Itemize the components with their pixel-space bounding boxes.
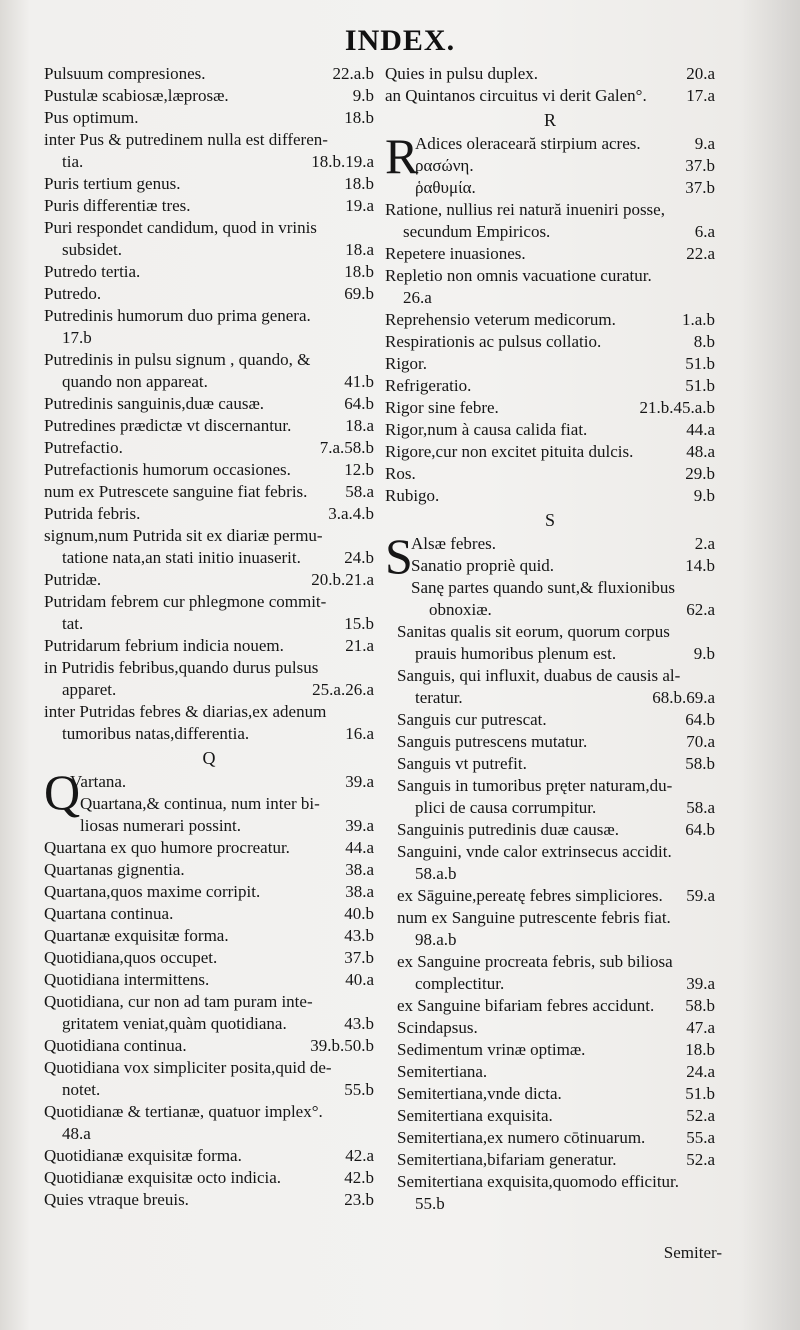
entry-continuation: tia.	[62, 152, 84, 171]
entry-text: Pustulæ scabiosæ,læprosæ.	[44, 86, 229, 105]
index-entry	[385, 1017, 715, 1039]
entries-q	[44, 837, 374, 1211]
entry-page-ref: 64.b	[685, 820, 715, 839]
index-entry	[385, 1061, 715, 1083]
index-entry	[385, 709, 715, 731]
entry-continuation: 58.a.b	[415, 864, 457, 883]
index-entry	[44, 459, 374, 481]
entry-text: num ex Sanguine putrescente febris fiat.	[397, 908, 671, 927]
entry-text: Rigore,cur non excitet pituita dulcis.	[385, 442, 634, 461]
entry-text: Repetere inuasiones.	[385, 244, 526, 263]
entry-page-ref: 55.b	[344, 1080, 374, 1099]
entry-continuation: apparet.	[62, 680, 117, 699]
entry-text: ex Sanguine bifariam febres accidunt.	[397, 996, 655, 1015]
entry-page-ref: 51.b	[685, 376, 715, 395]
entry-text: Sedimentum vrinæ optimæ.	[397, 1040, 586, 1059]
entry-page-ref: 18.b	[344, 174, 374, 193]
entry-text: Rigor,num à causa calida fiat.	[385, 420, 588, 439]
entry-text: Refrigeratio.	[385, 376, 472, 395]
entry-page-ref: 64.b	[685, 710, 715, 729]
entry-page-ref: 52.a	[686, 1150, 715, 1169]
section-r-dropcap-block	[385, 128, 715, 199]
section-s-dropcap-block	[385, 528, 715, 621]
entry-text: Quartana continua.	[44, 904, 174, 923]
entry-page-ref: 20.a	[686, 64, 715, 83]
entry-continuation: 48.a	[62, 1124, 91, 1143]
entry-page-ref: 44.a	[686, 420, 715, 439]
index-entry	[44, 569, 374, 591]
entry-text: Putrida febris.	[44, 504, 141, 523]
entry-continuation: teratur.	[415, 688, 463, 707]
entry-page-ref: 58.b	[685, 996, 715, 1015]
entry-text: Putridarum febrium indicia nouem.	[44, 636, 284, 655]
entry-continuation: liosas numerari possint.	[80, 816, 242, 835]
index-entry	[385, 885, 715, 907]
index-entry	[385, 463, 715, 485]
entry-text: Rigor sine febre.	[385, 398, 499, 417]
entry-continuation: 98.a.b	[415, 930, 457, 949]
entry-text: Putridam febrem cur phlegmone commit-	[44, 592, 327, 611]
index-entry	[385, 353, 715, 375]
entry-continuation: plici de causa corrumpitur.	[415, 798, 597, 817]
entry-page-ref: 9.b	[693, 486, 715, 505]
entry-text: Putredo tertia.	[44, 262, 141, 281]
entry-text: Putredinis humorum duo prima genera.	[44, 306, 311, 325]
entry-page-ref: 58.b	[685, 754, 715, 773]
entry-page-ref: 18.b.19.a	[311, 152, 374, 171]
entry-text: Pulsuum compresiones.	[44, 64, 206, 83]
section-letter-s: S	[544, 510, 555, 530]
index-entry	[385, 133, 715, 155]
index-entry	[44, 85, 374, 107]
entry-text: Quies in pulsu duplex.	[385, 64, 538, 83]
entry-page-ref: 24.b	[344, 548, 374, 567]
entry-continuation: obnoxiæ.	[429, 600, 492, 619]
entry-text: Quartana ex quo humore procreatur.	[44, 838, 290, 857]
index-entry	[44, 437, 374, 459]
entries-r	[385, 199, 715, 507]
entry-page-ref: 59.a	[686, 886, 715, 905]
entry-page-ref: 16.a	[345, 724, 374, 743]
entry-text: Respirationis ac pulsus collatio.	[385, 332, 602, 351]
entry-page-ref: 47.a	[686, 1018, 715, 1037]
entry-text: Quartanas gignentia.	[44, 860, 185, 879]
index-entry	[44, 859, 374, 881]
page-title: INDEX.	[344, 24, 456, 57]
entry-text: ρασώνη.	[415, 156, 474, 175]
entry-text: Sanguis putrescens mutatur.	[397, 732, 588, 751]
entries-s-first	[385, 528, 715, 621]
entry-text: Putrefactio.	[44, 438, 123, 457]
entry-text: Sanatio propriè quid.	[411, 556, 555, 575]
entry-continuation: 17.b	[62, 328, 92, 347]
index-entry	[44, 657, 374, 701]
entry-text: inter Putridas febres & diarias,ex adenum	[44, 702, 327, 721]
entry-page-ref: 68.b.69.a	[652, 688, 715, 707]
index-entry	[385, 1105, 715, 1127]
index-entry	[385, 995, 715, 1017]
entry-text: Semitertiana,bifariam generatur.	[397, 1150, 617, 1169]
index-entry	[44, 173, 374, 195]
entry-text: signum,num Putrida sit ex diariæ permu-	[44, 526, 323, 545]
index-entry	[385, 819, 715, 841]
index-entry	[385, 63, 715, 85]
entry-page-ref: 58.a	[345, 482, 374, 501]
entry-text: Sanguis vt putrefit.	[397, 754, 527, 773]
entry-page-ref: 9.a	[694, 134, 715, 153]
entry-text: Quotidiana intermittens.	[44, 970, 210, 989]
index-entry	[44, 591, 374, 635]
entry-page-ref: 20.b.21.a	[311, 570, 374, 589]
index-entry	[44, 349, 374, 393]
entry-text: Sanguis cur putrescat.	[397, 710, 547, 729]
entry-text: Putridæ.	[44, 570, 102, 589]
index-entry	[385, 577, 715, 621]
index-entry	[44, 195, 374, 217]
index-entry	[385, 397, 715, 419]
entry-text: Sanę partes quando sunt,& fluxionibus	[411, 578, 675, 597]
entry-page-ref: 39.a	[345, 816, 374, 835]
entry-text: Puri respondet candidum, quod in vrinis	[44, 218, 317, 237]
index-entry	[385, 155, 715, 177]
entry-page-ref: 55.a	[686, 1128, 715, 1147]
index-entry	[385, 753, 715, 775]
entry-page-ref: 18.b	[685, 1040, 715, 1059]
page-gutter-shadow	[740, 0, 800, 1330]
entry-continuation: prauis humoribus plenum est.	[415, 644, 617, 663]
entry-page-ref: 25.a.26.a	[312, 680, 374, 699]
entry-text: ex Sanguine procreata febris, sub biliosa	[397, 952, 673, 971]
index-entry	[385, 555, 715, 577]
index-entry	[385, 907, 715, 951]
entry-page-ref: 69.b	[344, 284, 374, 303]
entry-text: Adices oleraceară stirpium acres.	[415, 134, 641, 153]
index-entry	[385, 533, 715, 555]
entry-page-ref: 22.a	[686, 244, 715, 263]
entry-page-ref: 51.b	[685, 1084, 715, 1103]
entry-text: Semitertiana exquisita.	[397, 1106, 553, 1125]
index-entry	[385, 841, 715, 885]
entry-text: Rubigo.	[385, 486, 440, 505]
index-entry	[385, 309, 715, 331]
index-entry	[385, 1149, 715, 1171]
entry-text: Puris tertium genus.	[44, 174, 181, 193]
entry-page-ref: 58.a	[686, 798, 715, 817]
entry-page-ref: 24.a	[686, 1062, 715, 1081]
entries-r-first	[385, 128, 715, 199]
index-entry	[385, 1039, 715, 1061]
entry-page-ref: 19.a	[345, 196, 374, 215]
entry-continuation: tat.	[62, 614, 84, 633]
index-entry	[44, 1145, 374, 1167]
entry-continuation: tatione nata,an stati initio inuaserit.	[62, 548, 301, 567]
dropcap-s: S	[385, 528, 413, 584]
entry-text: Quotidiana continua.	[44, 1036, 187, 1055]
entries-s	[385, 621, 715, 1215]
entry-text: Putredinis in pulsu signum , quando, &	[44, 350, 311, 369]
entry-text: Quartana,& continua, num inter bi-	[80, 794, 320, 813]
index-column-right	[385, 63, 715, 1215]
entry-page-ref: 39.a	[686, 974, 715, 993]
dropcap-r: R	[385, 128, 419, 184]
index-entry	[44, 969, 374, 991]
index-entry	[44, 261, 374, 283]
entry-page-ref: 18.b	[344, 262, 374, 281]
index-entry	[385, 265, 715, 309]
index-entry	[44, 415, 374, 437]
entry-continuation: gritatem veniat,quàm quotidiana.	[62, 1014, 287, 1033]
entry-text: Ratione, nullius rei natură inueniri posse,	[385, 200, 665, 219]
entry-text: Pus optimum.	[44, 108, 139, 127]
index-entry	[385, 951, 715, 995]
entry-page-ref: 23.b	[344, 1190, 374, 1209]
index-entry	[44, 903, 374, 925]
entry-continuation: 26.a	[403, 288, 432, 307]
entry-text: Sanguini, vnde calor extrinsecus accidit.	[397, 842, 672, 861]
entry-text: Ros.	[385, 464, 416, 483]
index-entry	[44, 793, 374, 837]
entry-page-ref: 29.b	[685, 464, 715, 483]
index-entry	[385, 85, 715, 107]
entry-page-ref: 9.b	[693, 644, 715, 663]
index-entry	[385, 485, 715, 507]
entry-text: Sanguinis putredinis duæ causæ.	[397, 820, 619, 839]
index-entry	[44, 701, 374, 745]
entry-text: Quies vtraque breuis.	[44, 1190, 189, 1209]
index-entry	[44, 1101, 374, 1145]
entry-page-ref: 18.a	[345, 240, 374, 259]
entry-page-ref: 22.a.b	[332, 64, 374, 83]
entry-text: Quotidianæ & tertianæ, quatuor implex°.	[44, 1102, 323, 1121]
index-entry	[385, 1171, 715, 1215]
entry-page-ref: 7.a.58.b	[319, 438, 374, 457]
entry-text: Quotidiana,quos occupet.	[44, 948, 218, 967]
entry-text: Semitertiana,ex numero cōtinuarum.	[397, 1128, 646, 1147]
dropcap-q: Q	[44, 764, 81, 820]
entry-text: Quotidianæ exquisitæ octo indicia.	[44, 1168, 282, 1187]
entry-text: Quotidianæ exquisitæ forma.	[44, 1146, 242, 1165]
index-entry	[44, 63, 374, 85]
entry-text: Semitertiana.	[397, 1062, 488, 1081]
entry-text: Scindapsus.	[397, 1018, 478, 1037]
entry-page-ref: 18.a	[345, 416, 374, 435]
entry-page-ref: 43.b	[344, 1014, 374, 1033]
entry-page-ref: 51.b	[685, 354, 715, 373]
entry-page-ref: 40.a	[345, 970, 374, 989]
entry-page-ref: 64.b	[344, 394, 374, 413]
index-entry	[385, 375, 715, 397]
index-entry	[44, 881, 374, 903]
index-entry	[385, 419, 715, 441]
index-entry	[44, 217, 374, 261]
entry-page-ref: 37.b	[685, 178, 715, 197]
index-entry	[385, 621, 715, 665]
section-letter-r: R	[543, 110, 556, 130]
entry-page-ref: 2.a	[694, 534, 715, 553]
entry-text: Reprehensio veterum medicorum.	[385, 310, 616, 329]
index-entry	[385, 199, 715, 243]
index-entry	[44, 481, 374, 503]
entry-text: Putredinis sanguinis,duæ causæ.	[44, 394, 265, 413]
index-entry	[44, 393, 374, 415]
entry-page-ref: 6.a	[694, 222, 715, 241]
index-entry	[44, 947, 374, 969]
entry-text: Quotidiana vox simpliciter posita,quid de-	[44, 1058, 332, 1077]
entry-text: num ex Putrescete sanguine fiat febris.	[44, 482, 308, 501]
entry-page-ref: 38.a	[345, 882, 374, 901]
index-entry	[44, 525, 374, 569]
entry-text: Repletio non omnis vacuatione curatur.	[385, 266, 652, 285]
entry-text: Quotidiana, cur non ad tam puram inte-	[44, 992, 313, 1011]
entry-page-ref: 21.a	[345, 636, 374, 655]
entry-page-ref: 40.b	[344, 904, 374, 923]
index-entry	[44, 1189, 374, 1211]
index-entry	[385, 331, 715, 353]
entry-continuation: quando non appareat.	[62, 372, 208, 391]
entry-continuation: complectitur.	[415, 974, 505, 993]
entry-text: ex Sāguine,pereatę febres simpliciores.	[397, 886, 663, 905]
index-entry	[385, 1127, 715, 1149]
entry-page-ref: 12.b	[344, 460, 374, 479]
section-letter-q: Q	[202, 748, 216, 768]
index-entry	[44, 635, 374, 657]
entry-page-ref: 14.b	[685, 556, 715, 575]
entry-page-ref: 8.b	[693, 332, 715, 351]
entry-page-ref: 41.b	[344, 372, 374, 391]
entry-text: Semitertiana exquisita,quomodo efficitur.	[397, 1172, 680, 1191]
entry-text: Semitertiana,vnde dicta.	[397, 1084, 562, 1103]
entry-page-ref: 18.b	[344, 108, 374, 127]
entry-continuation: notet.	[62, 1080, 101, 1099]
entry-text: an Quintanos circuitus vi derit Galen°.	[385, 86, 647, 105]
index-entry	[44, 283, 374, 305]
entry-page-ref: 37.b	[685, 156, 715, 175]
index-column-left	[44, 63, 374, 1211]
index-entry	[44, 837, 374, 859]
entry-page-ref: 21.b.45.a.b	[639, 398, 715, 417]
entry-page-ref: 44.a	[345, 838, 374, 857]
catchword: Semiter-	[663, 1243, 722, 1262]
entries-p	[44, 63, 374, 745]
entry-text: in Putridis febribus,quando durus pulsus	[44, 658, 319, 677]
index-entry	[385, 665, 715, 709]
entry-page-ref: 42.b	[344, 1168, 374, 1187]
entry-page-ref: 70.a	[686, 732, 715, 751]
index-entry	[385, 731, 715, 753]
index-entry	[385, 775, 715, 819]
entry-text: inter Pus & putredinem nulla est differen-	[44, 130, 328, 149]
entry-text: Sanguis in tumoribus pręter naturam,du-	[397, 776, 673, 795]
entry-page-ref: 62.a	[686, 600, 715, 619]
entry-text: Quartanæ exquisitæ forma.	[44, 926, 229, 945]
entry-text: Putrefactionis humorum occasiones.	[44, 460, 291, 479]
entry-text: Quartana,quos maxime corripit.	[44, 882, 261, 901]
entry-page-ref: 52.a	[686, 1106, 715, 1125]
entry-text: Alsæ febres.	[411, 534, 496, 553]
entry-page-ref: 39.a	[345, 772, 374, 791]
entry-text: Puris differentiæ tres.	[44, 196, 191, 215]
entry-page-ref: 43.b	[344, 926, 374, 945]
entry-text: Sanitas qualis sit eorum, quorum corpus	[397, 622, 670, 641]
index-entry	[44, 129, 374, 173]
entry-text: Sanguis, qui influxit, duabus de causis al-	[397, 666, 681, 685]
index-entry	[385, 441, 715, 463]
index-entry	[44, 503, 374, 525]
index-entry	[385, 243, 715, 265]
entry-page-ref: 37.b	[344, 948, 374, 967]
index-entry	[385, 177, 715, 199]
entry-page-ref: 39.b.50.b	[310, 1036, 374, 1055]
entry-page-ref: 42.a	[345, 1146, 374, 1165]
entry-page-ref: 48.a	[686, 442, 715, 461]
entry-continuation: secundum Empiricos.	[403, 222, 551, 241]
index-entry	[44, 1035, 374, 1057]
index-entry	[44, 305, 374, 349]
entry-text: Putredines prædictæ vt discernantur.	[44, 416, 292, 435]
entry-text: Rigor.	[385, 354, 428, 373]
entry-page-ref: 17.a	[686, 86, 715, 105]
index-entry	[44, 1057, 374, 1101]
entry-continuation: tumoribus natas,differentia.	[62, 724, 250, 743]
index-entry	[44, 107, 374, 129]
index-entry	[385, 1083, 715, 1105]
entry-page-ref: 3.a.4.b	[328, 504, 374, 523]
entry-page-ref: 1.a.b	[681, 310, 715, 329]
entry-continuation: 55.b	[415, 1194, 445, 1213]
index-entry	[44, 925, 374, 947]
entry-text: Vartana.	[70, 772, 127, 791]
entry-page-ref: 38.a	[345, 860, 374, 879]
entry-continuation: subsidet.	[62, 240, 122, 259]
entry-page-ref: 15.b	[344, 614, 374, 633]
entry-page-ref: 9.b	[352, 86, 374, 105]
entry-text: ῥαθυμία.	[415, 178, 476, 197]
entry-text: Putredo.	[44, 284, 102, 303]
entries-q-cont	[385, 63, 715, 107]
index-entry	[44, 1167, 374, 1189]
index-entry	[44, 991, 374, 1035]
